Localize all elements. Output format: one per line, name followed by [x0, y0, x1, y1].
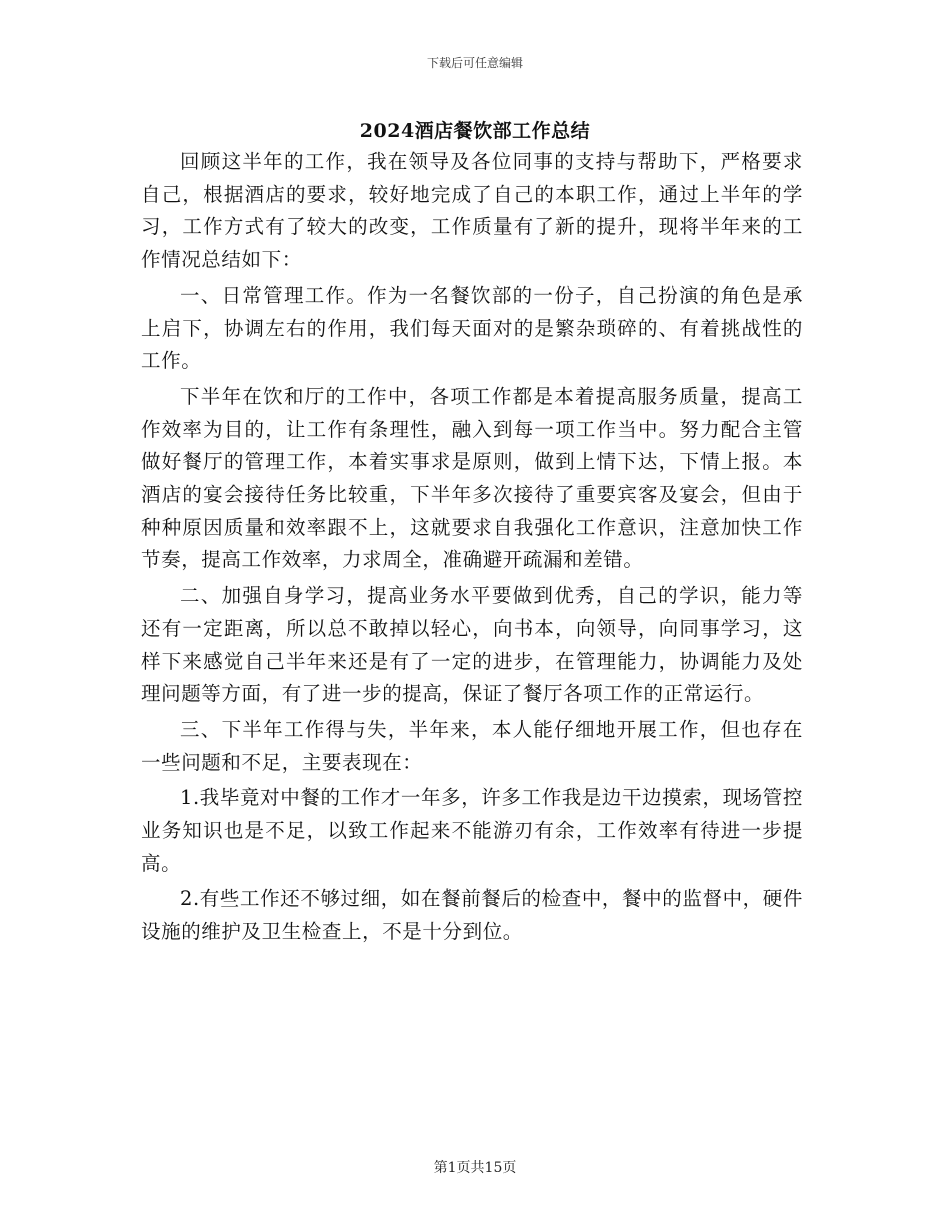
paragraph-6: 1.我毕竟对中餐的工作才一年多，许多工作我是边干边摸索，现场管控业务知识也是不足，以致工作起来不能游刃有余，工作效率有待进一步提高。 — [141, 786, 803, 875]
paragraph-7: 2.有些工作还不够过细，如在餐前餐后的检查中，餐中的监督中，硬件设施的维护及卫生检查上，不是十分到位。 — [141, 887, 803, 944]
paragraph-1: 回顾这半年的工作，我在领导及各位同事的支持与帮助下，严格要求自己，根据酒店的要求，较好地完成了自己的本职工作，通过上半年的学习，工作方式有了较大的改变，工作质量有了新的提升，现将半年来的工作情况总结如下： — [141, 150, 803, 272]
paragraph-5: 三、下半年工作得与失，半年来，本人能仔细地开展工作，但也存在一些问题和不足，主要表现在： — [141, 717, 803, 774]
document-title: 2024酒店餐饮部工作总结 — [359, 120, 591, 142]
paragraph-4: 二、加强自身学习，提高业务水平要做到优秀，自己的学识，能力等还有一定距离，所以总不敢掉以轻心，向书本，向领导，向同事学习，这样下来感觉自己半年来还是有了一定的进步，在管理能力，协调能力及处理问题等方面，有了进一步的提高，保证了餐厅各项工作的正常运行。 — [141, 584, 803, 706]
paragraph-2: 一、日常管理工作。作为一名餐饮部的一份子，自己扮演的角色是承上启下，协调左右的作用，我们每天面对的是繁杂琐碎的、有着挑战性的工作。 — [141, 283, 803, 373]
document-body — [141, 146, 803, 952]
paragraph-3: 下半年在饮和厅的工作中，各项工作都是本着提高服务质量，提高工作效率为目的，让工作有条理性，融入到每一项工作当中。努力配合主管做好餐厅的管理工作，本着实事求是原则，做到上情下达，下情上报。本酒店的宴会接待任务比较重，下半年多次接待了重要宾客及宴会，但由于种种原因质量和效率跟不上，这就要求自我强化工作意识，注意加快工作节奏，提高工作效率，力求周全，准确避开疏漏和差错。 — [141, 384, 803, 572]
page-number: 第1页共15页 — [433, 1160, 517, 1176]
header-note: 下载后可任意编辑 — [426, 56, 523, 70]
